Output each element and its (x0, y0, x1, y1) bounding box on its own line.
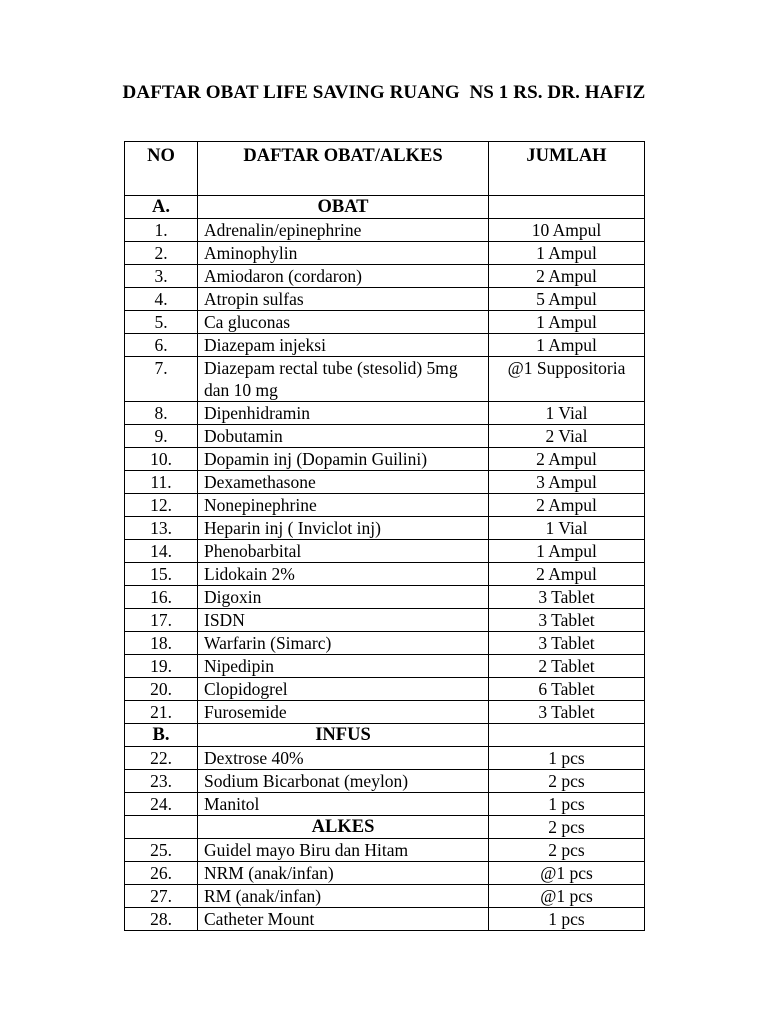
row-number: 13. (125, 517, 198, 540)
section-title: INFUS (198, 724, 489, 747)
item-name: NRM (anak/infan) (198, 862, 489, 885)
item-qty: 1 Vial (489, 402, 645, 425)
table-row (125, 770, 645, 793)
item-qty: 1 pcs (489, 747, 645, 770)
row-number: 18. (125, 632, 198, 655)
item-qty: 2 Ampul (489, 494, 645, 517)
row-number: 25. (125, 839, 198, 862)
row-number: 28. (125, 908, 198, 931)
row-number: 11. (125, 471, 198, 494)
item-name: Heparin inj ( Inviclot inj) (198, 517, 489, 540)
section-qty: 2 pcs (489, 816, 645, 839)
item-name: Dexamethasone (198, 471, 489, 494)
table-row (125, 563, 645, 586)
table-header-row (125, 142, 645, 196)
item-name: Dobutamin (198, 425, 489, 448)
header-item: DAFTAR OBAT/ALKES (198, 142, 489, 196)
table-row (125, 839, 645, 862)
item-qty: 2 Ampul (489, 265, 645, 288)
row-number: 19. (125, 655, 198, 678)
table-row (125, 517, 645, 540)
item-name: RM (anak/infan) (198, 885, 489, 908)
item-qty: @1 Suppositoria (489, 357, 645, 402)
row-number: 21. (125, 701, 198, 724)
section-number: A. (125, 196, 198, 219)
item-qty: 3 Tablet (489, 632, 645, 655)
item-name: Furosemide (198, 701, 489, 724)
item-name: Clopidogrel (198, 678, 489, 701)
section-qty (489, 196, 645, 219)
item-name: Digoxin (198, 586, 489, 609)
row-number: 17. (125, 609, 198, 632)
item-name: Nonepinephrine (198, 494, 489, 517)
document-title: DAFTAR OBAT LIFE SAVING RUANG NS 1 RS. DR. HAFIZ (122, 82, 646, 103)
row-number: 27. (125, 885, 198, 908)
table-row (125, 448, 645, 471)
row-number: 14. (125, 540, 198, 563)
table-row (125, 311, 645, 334)
table-row (125, 609, 645, 632)
table-row (125, 494, 645, 517)
section-row-alkes (125, 816, 645, 839)
item-qty: 3 Tablet (489, 609, 645, 632)
row-number: 16. (125, 586, 198, 609)
table-row (125, 862, 645, 885)
table-row (125, 678, 645, 701)
item-name: Dextrose 40% (198, 747, 489, 770)
table-row (125, 471, 645, 494)
table-row (125, 885, 645, 908)
row-number: 8. (125, 402, 198, 425)
item-qty: 3 Tablet (489, 586, 645, 609)
row-number: 7. (125, 357, 198, 402)
item-qty: 1 pcs (489, 908, 645, 931)
item-name: Dopamin inj (Dopamin Guilini) (198, 448, 489, 471)
item-name: Diazepam rectal tube (stesolid) 5mg dan 10 mg (198, 357, 489, 402)
section-row-obat (125, 196, 645, 219)
item-qty: @1 pcs (489, 885, 645, 908)
item-name: Aminophylin (198, 242, 489, 265)
table-row (125, 288, 645, 311)
row-number: 15. (125, 563, 198, 586)
row-number: 1. (125, 219, 198, 242)
table-row (125, 632, 645, 655)
item-qty: 1 Ampul (489, 540, 645, 563)
table-row (125, 908, 645, 931)
item-name: Atropin sulfas (198, 288, 489, 311)
row-number: 5. (125, 311, 198, 334)
row-number: 3. (125, 265, 198, 288)
table-row (125, 357, 645, 402)
item-qty: 6 Tablet (489, 678, 645, 701)
section-number: B. (125, 724, 198, 747)
row-number: 12. (125, 494, 198, 517)
table-row (125, 540, 645, 563)
table-row (125, 425, 645, 448)
item-qty: 10 Ampul (489, 219, 645, 242)
row-number: 23. (125, 770, 198, 793)
item-name: Adrenalin/epinephrine (198, 219, 489, 242)
row-number: 4. (125, 288, 198, 311)
item-name: Guidel mayo Biru dan Hitam (198, 839, 489, 862)
item-qty: 2 Ampul (489, 563, 645, 586)
item-qty: 2 pcs (489, 839, 645, 862)
item-name: Nipedipin (198, 655, 489, 678)
row-number: 6. (125, 334, 198, 357)
item-name: ISDN (198, 609, 489, 632)
row-number: 10. (125, 448, 198, 471)
section-title: OBAT (198, 196, 489, 219)
row-number: 26. (125, 862, 198, 885)
item-name: Sodium Bicarbonat (meylon) (198, 770, 489, 793)
table-row (125, 586, 645, 609)
section-title: ALKES (198, 816, 489, 839)
table-row (125, 701, 645, 724)
item-qty: 2 Tablet (489, 655, 645, 678)
item-qty: 1 Ampul (489, 311, 645, 334)
item-qty: 5 Ampul (489, 288, 645, 311)
item-qty: @1 pcs (489, 862, 645, 885)
item-name: Amiodaron (cordaron) (198, 265, 489, 288)
item-qty: 1 pcs (489, 793, 645, 816)
table-row (125, 747, 645, 770)
item-qty: 3 Tablet (489, 701, 645, 724)
table-row (125, 334, 645, 357)
item-name: Phenobarbital (198, 540, 489, 563)
section-number (125, 816, 198, 839)
row-number: 2. (125, 242, 198, 265)
item-name: Manitol (198, 793, 489, 816)
item-name: Catheter Mount (198, 908, 489, 931)
medicine-table (124, 141, 645, 931)
table-row (125, 242, 645, 265)
row-number: 9. (125, 425, 198, 448)
row-number: 24. (125, 793, 198, 816)
header-qty: JUMLAH (489, 142, 645, 196)
item-qty: 2 Ampul (489, 448, 645, 471)
item-qty: 3 Ampul (489, 471, 645, 494)
item-name: Lidokain 2% (198, 563, 489, 586)
header-no: NO (125, 142, 198, 196)
item-qty: 2 pcs (489, 770, 645, 793)
table-row (125, 402, 645, 425)
item-name: Diazepam injeksi (198, 334, 489, 357)
item-name: Ca gluconas (198, 311, 489, 334)
item-qty: 1 Ampul (489, 334, 645, 357)
item-qty: 2 Vial (489, 425, 645, 448)
item-name: Warfarin (Simarc) (198, 632, 489, 655)
item-qty: 1 Ampul (489, 242, 645, 265)
section-qty (489, 724, 645, 747)
table-row (125, 219, 645, 242)
item-name: Dipenhidramin (198, 402, 489, 425)
table-row (125, 793, 645, 816)
section-row-infus (125, 724, 645, 747)
table-row (125, 265, 645, 288)
table-row (125, 655, 645, 678)
row-number: 22. (125, 747, 198, 770)
row-number: 20. (125, 678, 198, 701)
item-qty: 1 Vial (489, 517, 645, 540)
